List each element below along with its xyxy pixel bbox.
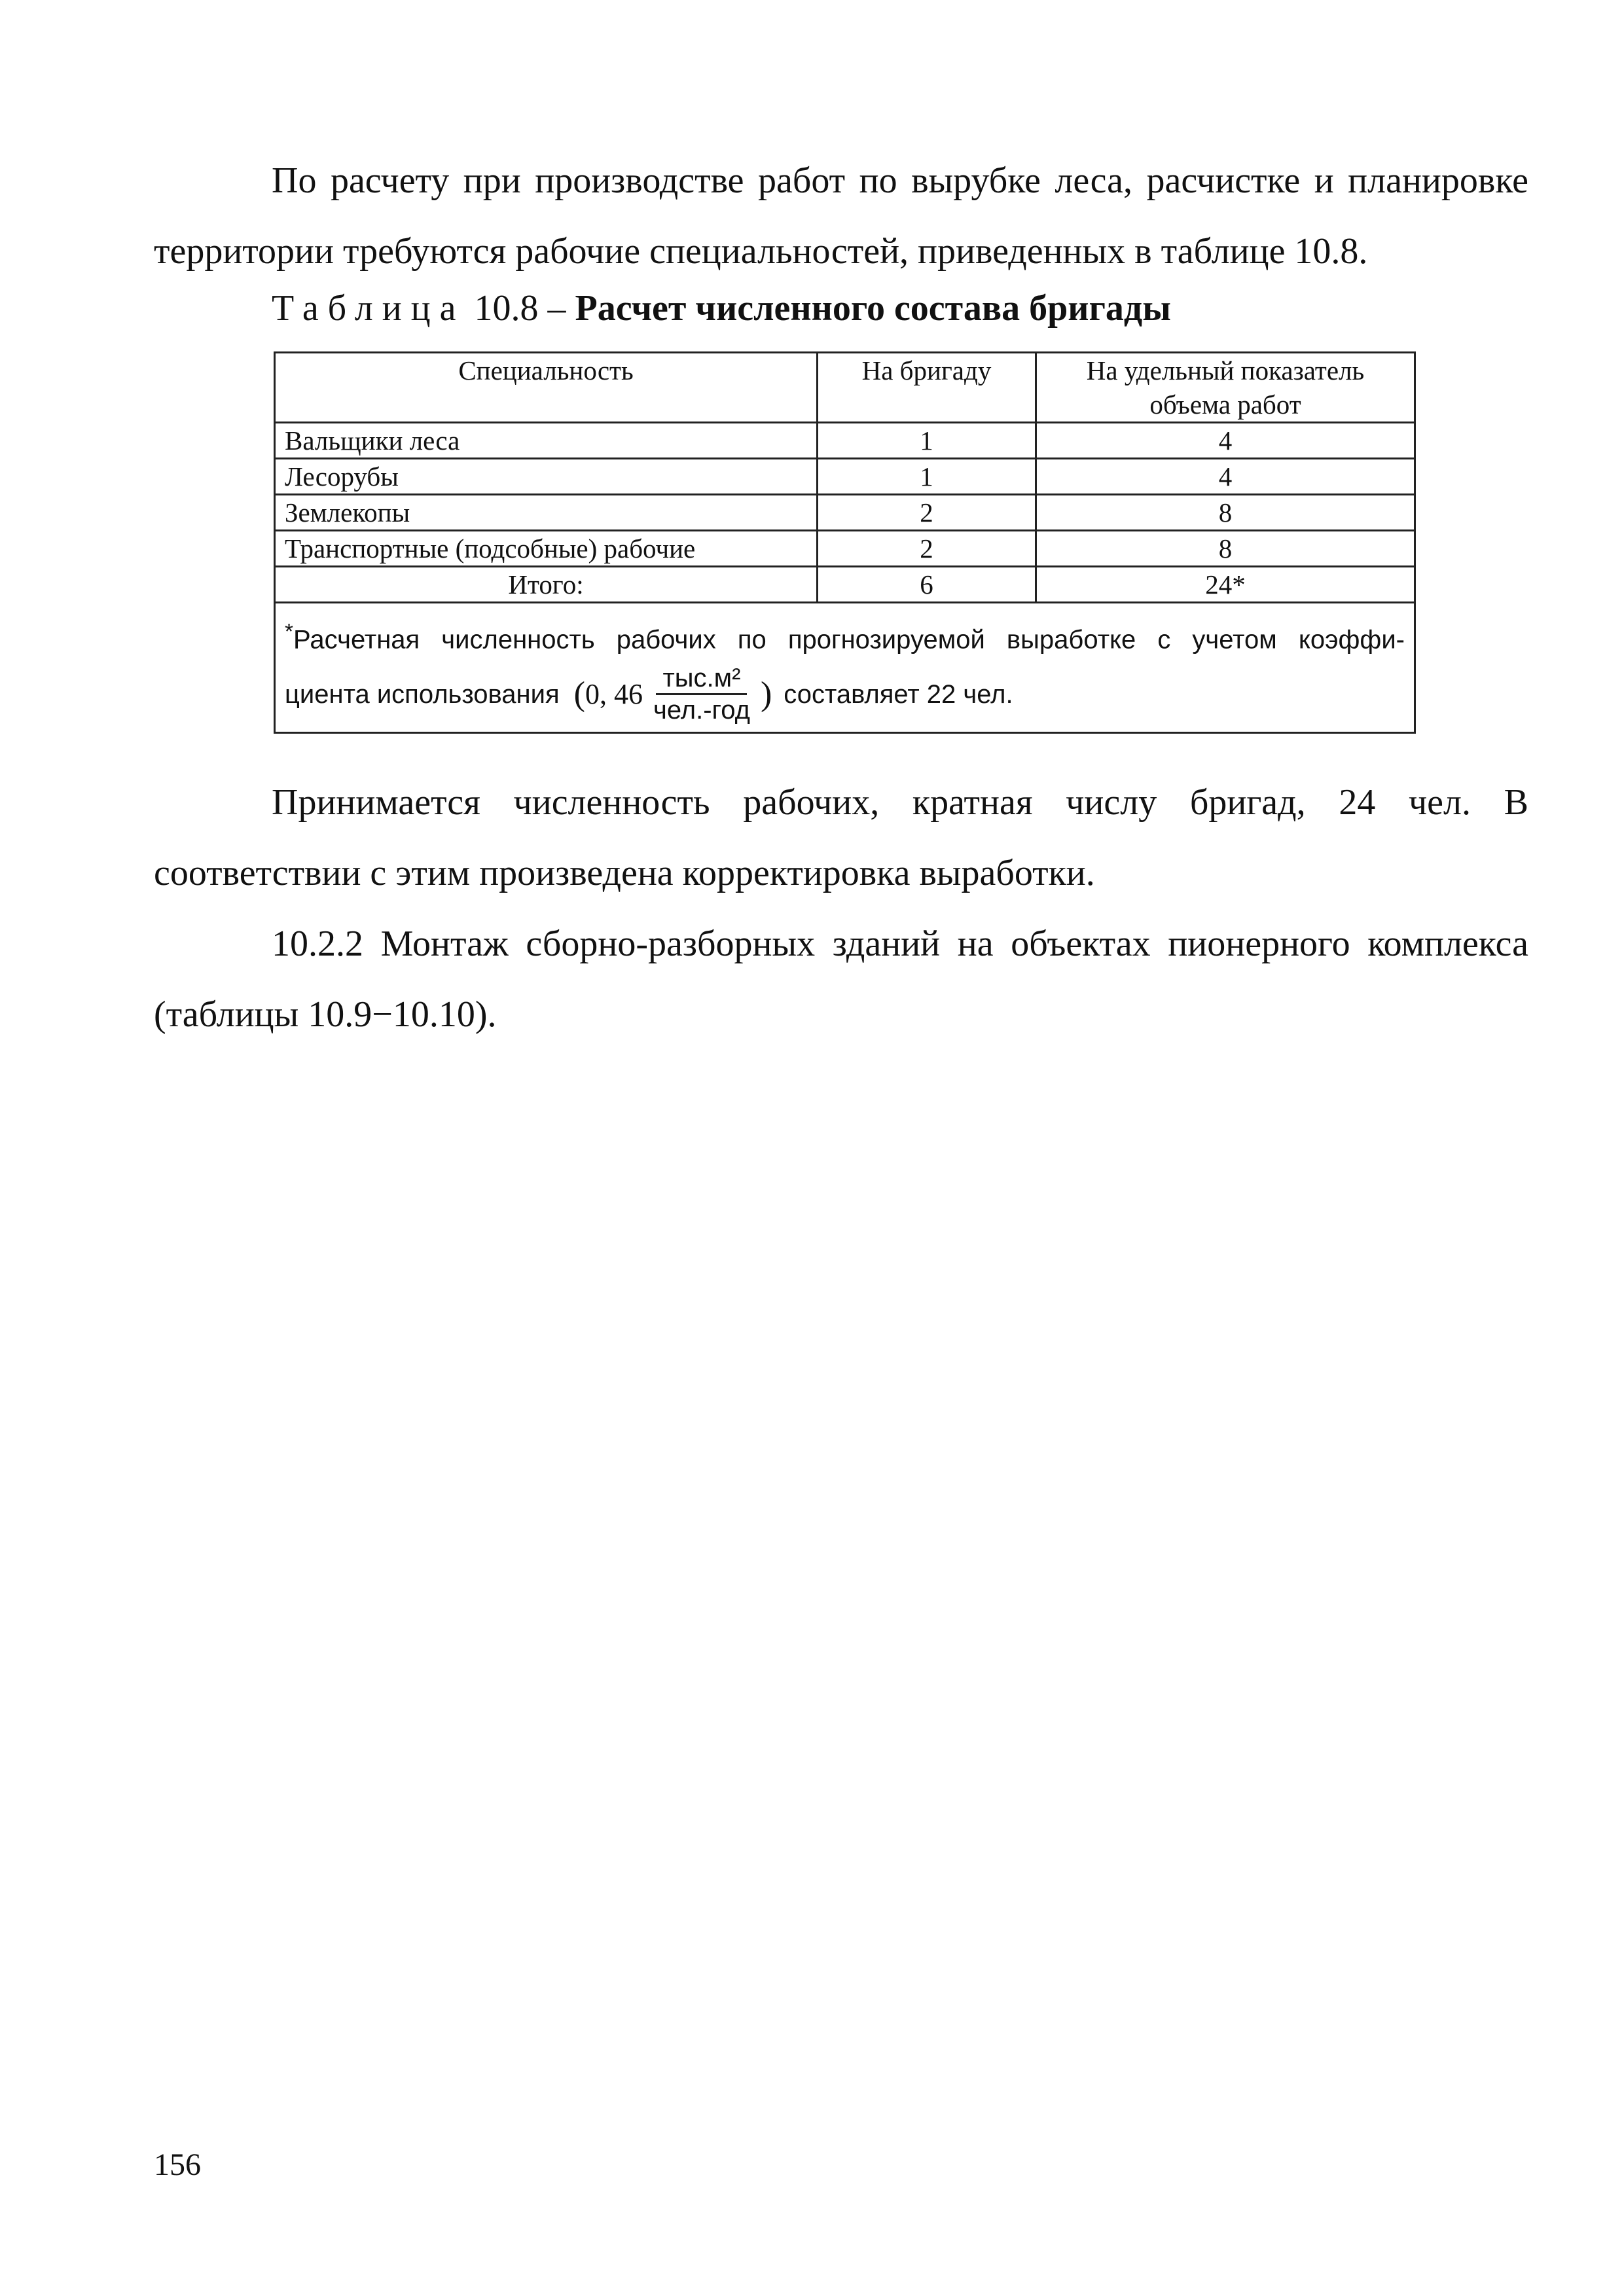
- total-per-unit: 24*: [1036, 567, 1415, 603]
- open-paren: (: [573, 675, 585, 713]
- table-header-row: [275, 353, 1415, 423]
- header-per-brigade: На бригаду: [818, 353, 1036, 423]
- table-footnote-row: [275, 603, 1415, 733]
- cell-specialty: Транспортные (подсобные) рабочие: [275, 531, 818, 567]
- cell-specialty: Вальщики леса: [275, 423, 818, 459]
- footnote-text: Расчетная численность рабочих по прогнозируемой выработке с учетом коэффи-: [293, 625, 1405, 655]
- header-per-unit: На удельный показатель объема работ: [1036, 353, 1415, 423]
- caption-label: Таблица: [272, 288, 465, 329]
- footnote-value: 0, 46: [585, 677, 643, 710]
- footnote-line1: [285, 615, 1405, 656]
- page-number: 156: [154, 2147, 201, 2182]
- unit-denominator: чел.-год: [653, 696, 750, 725]
- cell-specialty: Лесорубы: [275, 459, 818, 495]
- footnote-line2: [285, 663, 1405, 725]
- adoption-paragraph: Принимается численность рабочих, кратная числу бригад, 24 чел. В соответствии с этим произведена корректировка выработки.: [154, 782, 1528, 893]
- total-label: Итого:: [275, 567, 818, 603]
- footnote-marker: *: [285, 620, 293, 644]
- table-footnote: [275, 603, 1415, 733]
- table-row: [275, 531, 1415, 567]
- caption-title: Расчет численного состава бригады: [575, 288, 1171, 329]
- caption-dash: –: [547, 288, 566, 329]
- table-row: [275, 495, 1415, 531]
- close-paren: ): [760, 675, 772, 713]
- intro-paragraph: По расчету при производстве работ по вырубке леса, расчистке и планировке территории требуются рабочие специальностей, приведенных в таблице 10.8.: [154, 160, 1528, 272]
- cell-per-brigade: 2: [818, 495, 1036, 531]
- section-paragraph: 10.2.2 Монтаж сборно-разборных зданий на объектах пионерного комплекса (таблицы 10.9−10.10).: [154, 924, 1528, 1035]
- cell-per-unit: 4: [1036, 423, 1415, 459]
- cell-per-brigade: 2: [818, 531, 1036, 567]
- table-caption: [272, 285, 1171, 331]
- table-row: [275, 423, 1415, 459]
- cell-per-unit: 8: [1036, 531, 1415, 567]
- table-total-row: [275, 567, 1415, 603]
- total-per-brigade: 6: [818, 567, 1036, 603]
- brigade-table: [274, 351, 1416, 734]
- cell-per-unit: 4: [1036, 459, 1415, 495]
- cell-per-unit: 8: [1036, 495, 1415, 531]
- footnote-prefix: циента использования: [285, 679, 560, 709]
- cell-per-brigade: 1: [818, 423, 1036, 459]
- cell-specialty: Землекопы: [275, 495, 818, 531]
- cell-per-brigade: 1: [818, 459, 1036, 495]
- table-row: [275, 459, 1415, 495]
- unit-fraction: [647, 663, 757, 725]
- header-specialty: Специальность: [275, 353, 818, 423]
- unit-numerator: тыс.м²: [656, 663, 747, 695]
- caption-number: 10.8: [474, 288, 539, 329]
- footnote-suffix: составляет 22 чел.: [784, 679, 1013, 709]
